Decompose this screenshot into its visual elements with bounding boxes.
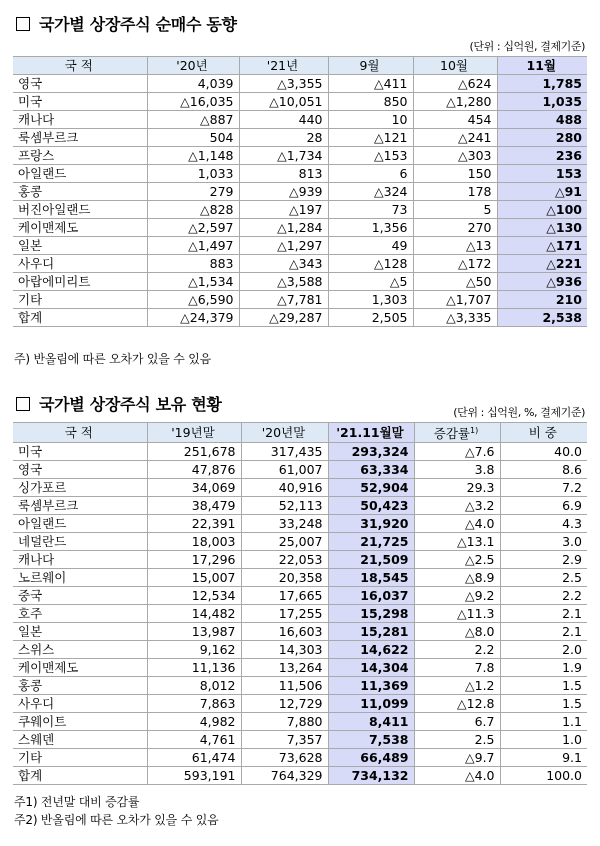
- table-row: [13, 587, 587, 605]
- value-cell: △887: [147, 111, 239, 129]
- country-cell: 미국: [13, 93, 147, 111]
- value-cell: △6,590: [147, 291, 239, 309]
- country-cell: 캐나다: [13, 111, 147, 129]
- value-cell: 150: [413, 165, 497, 183]
- section2-note-1: 주1) 전년말 대비 증감률: [14, 795, 140, 809]
- country-cell: 합계: [13, 767, 147, 785]
- value-cell: △4.0: [414, 767, 500, 785]
- value-cell: 13,264: [241, 659, 328, 677]
- value-cell: △197: [239, 201, 328, 219]
- value-cell: 22,391: [147, 515, 241, 533]
- section2-title-text: 국가별 상장주식 보유 현황: [39, 395, 222, 414]
- value-cell: 7,863: [147, 695, 241, 713]
- value-cell: △2,597: [147, 219, 239, 237]
- table-row: [13, 605, 587, 623]
- value-cell: 454: [413, 111, 497, 129]
- value-cell: 29.3: [414, 479, 500, 497]
- value-cell: 1.5: [500, 695, 587, 713]
- value-cell: 2.1: [500, 605, 587, 623]
- value-cell: 40,916: [241, 479, 328, 497]
- value-cell: 100.0: [500, 767, 587, 785]
- value-cell: 2,505: [328, 309, 413, 327]
- table-row: [13, 731, 587, 749]
- value-cell: 153: [497, 165, 587, 183]
- value-cell: △241: [413, 129, 497, 147]
- table-header-row: [13, 57, 587, 75]
- table-row: [13, 551, 587, 569]
- value-cell: 17,255: [241, 605, 328, 623]
- value-cell: 8,012: [147, 677, 241, 695]
- value-cell: 15,298: [328, 605, 414, 623]
- value-cell: 2.2: [414, 641, 500, 659]
- value-cell: △324: [328, 183, 413, 201]
- column-header: 증감률$^{1)}$: [414, 423, 500, 443]
- country-cell: 스위스: [13, 641, 147, 659]
- table-row: [13, 291, 587, 309]
- value-cell: △172: [413, 255, 497, 273]
- table-row: [13, 201, 587, 219]
- country-cell: 아랍에미리트: [13, 273, 147, 291]
- value-cell: 18,003: [147, 533, 241, 551]
- value-cell: 1.5: [500, 677, 587, 695]
- country-cell: 노르웨이: [13, 569, 147, 587]
- table-row: [13, 255, 587, 273]
- column-header: '21년: [239, 57, 328, 75]
- column-header: 11월: [497, 57, 587, 75]
- value-cell: 1,035: [497, 93, 587, 111]
- section2-title: [16, 392, 222, 415]
- value-cell: 1.0: [500, 731, 587, 749]
- total-row: [13, 767, 587, 785]
- holdings-table: [13, 422, 587, 785]
- value-cell: 9,162: [147, 641, 241, 659]
- value-cell: 7,357: [241, 731, 328, 749]
- value-cell: 488: [497, 111, 587, 129]
- table-row: [13, 659, 587, 677]
- value-cell: △13: [413, 237, 497, 255]
- value-cell: 178: [413, 183, 497, 201]
- value-cell: 2.5: [414, 731, 500, 749]
- value-cell: 251,678: [147, 443, 241, 461]
- value-cell: △1,284: [239, 219, 328, 237]
- table-row: [13, 147, 587, 165]
- value-cell: 9.1: [500, 749, 587, 767]
- value-cell: 61,007: [241, 461, 328, 479]
- value-cell: 2.0: [500, 641, 587, 659]
- value-cell: △343: [239, 255, 328, 273]
- country-cell: 케이맨제도: [13, 659, 147, 677]
- country-cell: 미국: [13, 443, 147, 461]
- table-row: [13, 129, 587, 147]
- value-cell: 504: [147, 129, 239, 147]
- value-cell: 14,304: [328, 659, 414, 677]
- value-cell: 52,113: [241, 497, 328, 515]
- country-cell: 호주: [13, 605, 147, 623]
- value-cell: 1,356: [328, 219, 413, 237]
- country-cell: 캐나다: [13, 551, 147, 569]
- value-cell: 280: [497, 129, 587, 147]
- table-row: [13, 695, 587, 713]
- value-cell: △11.3: [414, 605, 500, 623]
- value-cell: 279: [147, 183, 239, 201]
- country-cell: 아일랜드: [13, 515, 147, 533]
- value-cell: 18,545: [328, 569, 414, 587]
- value-cell: 4,039: [147, 75, 239, 93]
- value-cell: 7.2: [500, 479, 587, 497]
- value-cell: △10,051: [239, 93, 328, 111]
- table-row: [13, 219, 587, 237]
- value-cell: 6.7: [414, 713, 500, 731]
- value-cell: 73,628: [241, 749, 328, 767]
- value-cell: 5: [413, 201, 497, 219]
- value-cell: 883: [147, 255, 239, 273]
- table-row: [13, 749, 587, 767]
- value-cell: 8,411: [328, 713, 414, 731]
- section1-unit: (단위 : 십억원, 결제기준): [469, 40, 585, 53]
- value-cell: △130: [497, 219, 587, 237]
- table-row: [13, 515, 587, 533]
- value-cell: 17,665: [241, 587, 328, 605]
- column-header: 국 적: [13, 423, 147, 443]
- value-cell: 6.9: [500, 497, 587, 515]
- value-cell: 28: [239, 129, 328, 147]
- value-cell: 31,920: [328, 515, 414, 533]
- value-cell: △303: [413, 147, 497, 165]
- value-cell: △8.0: [414, 623, 500, 641]
- value-cell: 10: [328, 111, 413, 129]
- value-cell: 734,132: [328, 767, 414, 785]
- value-cell: 236: [497, 147, 587, 165]
- column-header: 비 중: [500, 423, 587, 443]
- value-cell: 50,423: [328, 497, 414, 515]
- column-header: '19년말: [147, 423, 241, 443]
- value-cell: 2.1: [500, 623, 587, 641]
- value-cell: △9.2: [414, 587, 500, 605]
- value-cell: △828: [147, 201, 239, 219]
- value-cell: △91: [497, 183, 587, 201]
- value-cell: 4,982: [147, 713, 241, 731]
- value-cell: 8.6: [500, 461, 587, 479]
- value-cell: 850: [328, 93, 413, 111]
- value-cell: 33,248: [241, 515, 328, 533]
- table-row: [13, 569, 587, 587]
- value-cell: 293,324: [328, 443, 414, 461]
- value-cell: 440: [239, 111, 328, 129]
- value-cell: △50: [413, 273, 497, 291]
- table-row: [13, 443, 587, 461]
- value-cell: 11,369: [328, 677, 414, 695]
- table-row: [13, 497, 587, 515]
- value-cell: 317,435: [241, 443, 328, 461]
- value-cell: 2,538: [497, 309, 587, 327]
- value-cell: △1.2: [414, 677, 500, 695]
- value-cell: 15,007: [147, 569, 241, 587]
- value-cell: △1,534: [147, 273, 239, 291]
- section1-title: [16, 12, 237, 35]
- value-cell: △3,588: [239, 273, 328, 291]
- value-cell: 13,987: [147, 623, 241, 641]
- value-cell: 7.8: [414, 659, 500, 677]
- value-cell: 40.0: [500, 443, 587, 461]
- total-row: [13, 309, 587, 327]
- table-row: [13, 273, 587, 291]
- value-cell: △1,297: [239, 237, 328, 255]
- value-cell: 7,538: [328, 731, 414, 749]
- value-cell: 16,037: [328, 587, 414, 605]
- value-cell: 20,358: [241, 569, 328, 587]
- column-header: '20년: [147, 57, 239, 75]
- value-cell: 12,729: [241, 695, 328, 713]
- value-cell: △1,280: [413, 93, 497, 111]
- country-cell: 중국: [13, 587, 147, 605]
- table-row: [13, 461, 587, 479]
- table-row: [13, 677, 587, 695]
- country-cell: 일본: [13, 623, 147, 641]
- value-cell: △624: [413, 75, 497, 93]
- value-cell: △411: [328, 75, 413, 93]
- value-cell: 1,303: [328, 291, 413, 309]
- value-cell: 11,506: [241, 677, 328, 695]
- country-cell: 기타: [13, 291, 147, 309]
- section2-note-2: 주2) 반올림에 따른 오차가 있을 수 있음: [14, 813, 219, 827]
- section1-title-text: 국가별 상장주식 순매수 동향: [39, 15, 237, 34]
- table-row: [13, 713, 587, 731]
- value-cell: 1.1: [500, 713, 587, 731]
- value-cell: 3.0: [500, 533, 587, 551]
- column-header: 10월: [413, 57, 497, 75]
- country-cell: 합계: [13, 309, 147, 327]
- table-row: [13, 75, 587, 93]
- value-cell: △4.0: [414, 515, 500, 533]
- value-cell: 2.5: [500, 569, 587, 587]
- value-cell: 270: [413, 219, 497, 237]
- country-cell: 룩셈부르크: [13, 129, 147, 147]
- value-cell: △936: [497, 273, 587, 291]
- value-cell: 47,876: [147, 461, 241, 479]
- country-cell: 사우디: [13, 695, 147, 713]
- value-cell: 34,069: [147, 479, 241, 497]
- value-cell: 4.3: [500, 515, 587, 533]
- value-cell: △3,335: [413, 309, 497, 327]
- value-cell: 14,482: [147, 605, 241, 623]
- value-cell: △7,781: [239, 291, 328, 309]
- value-cell: △3.2: [414, 497, 500, 515]
- table-row: [13, 623, 587, 641]
- table-row: [13, 479, 587, 497]
- table-header-row: [13, 423, 587, 443]
- value-cell: △2.5: [414, 551, 500, 569]
- value-cell: 52,904: [328, 479, 414, 497]
- value-cell: △1,707: [413, 291, 497, 309]
- value-cell: △13.1: [414, 533, 500, 551]
- value-cell: △939: [239, 183, 328, 201]
- value-cell: 1.9: [500, 659, 587, 677]
- value-cell: 66,489: [328, 749, 414, 767]
- country-cell: 싱가포르: [13, 479, 147, 497]
- value-cell: 12,534: [147, 587, 241, 605]
- checkbox-square-icon: [16, 17, 30, 31]
- value-cell: 813: [239, 165, 328, 183]
- section1-note: 주) 반올림에 따른 오차가 있을 수 있음: [14, 352, 212, 366]
- value-cell: 6: [328, 165, 413, 183]
- value-cell: 61,474: [147, 749, 241, 767]
- value-cell: 593,191: [147, 767, 241, 785]
- country-cell: 사우디: [13, 255, 147, 273]
- value-cell: 3.8: [414, 461, 500, 479]
- value-cell: 17,296: [147, 551, 241, 569]
- column-header: '21.11월말: [328, 423, 414, 443]
- value-cell: 14,622: [328, 641, 414, 659]
- value-cell: 21,725: [328, 533, 414, 551]
- value-cell: 25,007: [241, 533, 328, 551]
- value-cell: 63,334: [328, 461, 414, 479]
- country-cell: 홍콩: [13, 183, 147, 201]
- value-cell: 49: [328, 237, 413, 255]
- value-cell: △153: [328, 147, 413, 165]
- country-cell: 케이맨제도: [13, 219, 147, 237]
- value-cell: △9.7: [414, 749, 500, 767]
- value-cell: 11,136: [147, 659, 241, 677]
- value-cell: 210: [497, 291, 587, 309]
- value-cell: △29,287: [239, 309, 328, 327]
- value-cell: △7.6: [414, 443, 500, 461]
- value-cell: 38,479: [147, 497, 241, 515]
- value-cell: 21,509: [328, 551, 414, 569]
- column-header: 9월: [328, 57, 413, 75]
- value-cell: 11,099: [328, 695, 414, 713]
- value-cell: △8.9: [414, 569, 500, 587]
- column-header: '20년말: [241, 423, 328, 443]
- value-cell: 2.2: [500, 587, 587, 605]
- table-row: [13, 93, 587, 111]
- value-cell: △121: [328, 129, 413, 147]
- value-cell: △12.8: [414, 695, 500, 713]
- table-row: [13, 237, 587, 255]
- value-cell: △16,035: [147, 93, 239, 111]
- country-cell: 네덜란드: [13, 533, 147, 551]
- value-cell: △100: [497, 201, 587, 219]
- column-header: 국 적: [13, 57, 147, 75]
- country-cell: 홍콩: [13, 677, 147, 695]
- value-cell: △1,497: [147, 237, 239, 255]
- country-cell: 쿠웨이트: [13, 713, 147, 731]
- value-cell: 15,281: [328, 623, 414, 641]
- value-cell: △24,379: [147, 309, 239, 327]
- value-cell: △1,734: [239, 147, 328, 165]
- value-cell: △171: [497, 237, 587, 255]
- country-cell: 스웨덴: [13, 731, 147, 749]
- section2-unit: (단위 : 십억원, %, 결제기준): [453, 406, 585, 419]
- value-cell: 1,785: [497, 75, 587, 93]
- value-cell: 22,053: [241, 551, 328, 569]
- table-row: [13, 111, 587, 129]
- table-row: [13, 641, 587, 659]
- country-cell: 일본: [13, 237, 147, 255]
- table-row: [13, 165, 587, 183]
- country-cell: 프랑스: [13, 147, 147, 165]
- value-cell: 7,880: [241, 713, 328, 731]
- value-cell: △3,355: [239, 75, 328, 93]
- value-cell: △1,148: [147, 147, 239, 165]
- value-cell: 2.9: [500, 551, 587, 569]
- value-cell: 4,761: [147, 731, 241, 749]
- country-cell: 버진아일랜드: [13, 201, 147, 219]
- country-cell: 기타: [13, 749, 147, 767]
- country-cell: 영국: [13, 75, 147, 93]
- value-cell: 1,033: [147, 165, 239, 183]
- table-row: [13, 533, 587, 551]
- table-row: [13, 183, 587, 201]
- value-cell: △221: [497, 255, 587, 273]
- value-cell: 764,329: [241, 767, 328, 785]
- value-cell: 73: [328, 201, 413, 219]
- value-cell: △128: [328, 255, 413, 273]
- country-cell: 룩셈부르크: [13, 497, 147, 515]
- net-purchase-table: [13, 56, 587, 327]
- value-cell: △5: [328, 273, 413, 291]
- checkbox-square-icon: [16, 397, 30, 411]
- value-cell: 16,603: [241, 623, 328, 641]
- country-cell: 아일랜드: [13, 165, 147, 183]
- country-cell: 영국: [13, 461, 147, 479]
- value-cell: 14,303: [241, 641, 328, 659]
